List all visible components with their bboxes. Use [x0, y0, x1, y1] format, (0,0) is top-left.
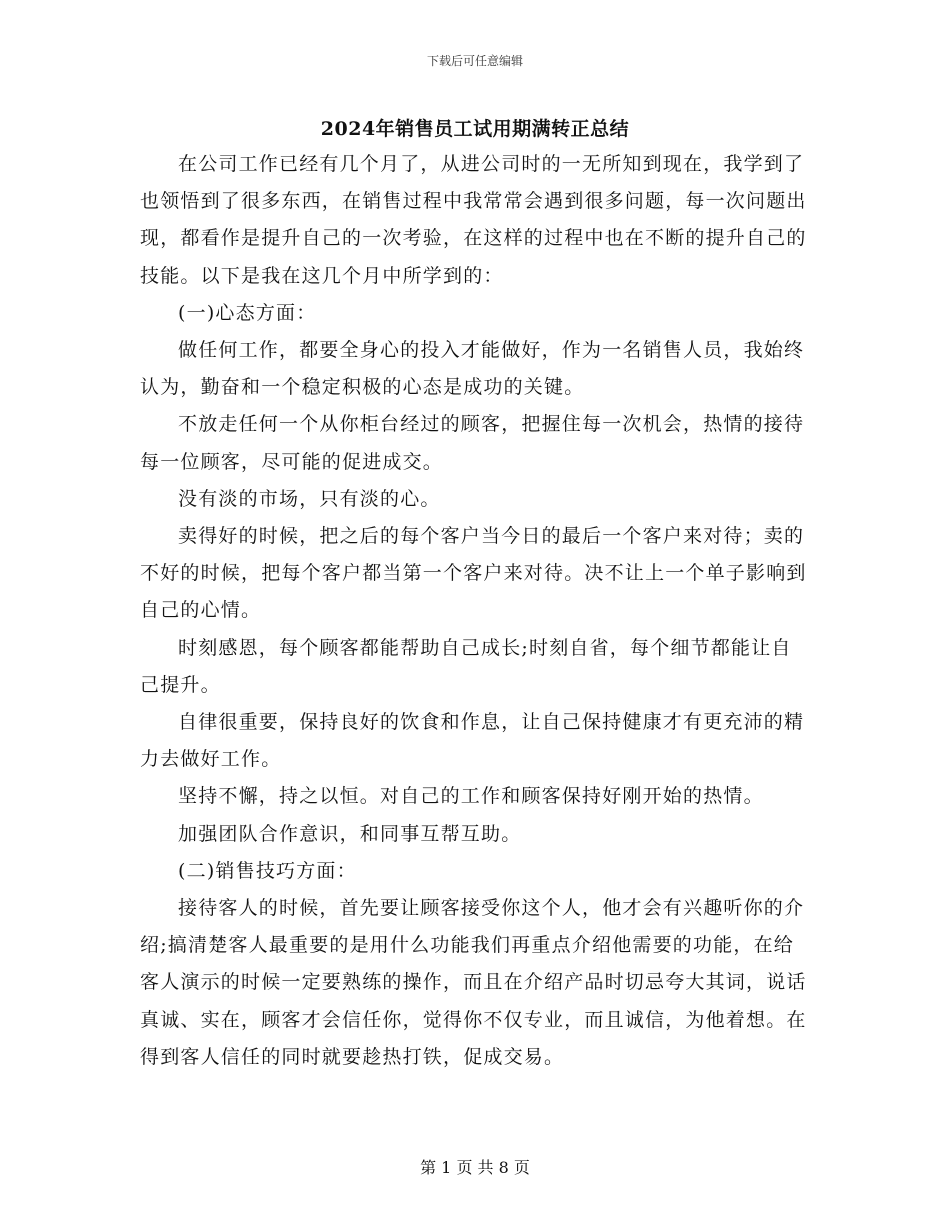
page-number-footer: 第 1 页 共 8 页	[420, 1158, 530, 1177]
paragraph: 不放走任何一个从你柜台经过的顾客，把握住每一次机会，热情的接待每一位顾客，尽可能的促进成交。	[140, 413, 805, 473]
document-title: 2024年销售员工试用期满转正总结	[320, 118, 630, 140]
paragraph: 坚持不懈，持之以恒。对自己的工作和顾客保持好刚开始的热情。	[178, 785, 764, 808]
paragraph: 自律很重要，保持良好的饮食和作息，让自己保持健康才有更充沛的精力去做好工作。	[140, 711, 805, 771]
section-heading-sales-skills: (二)销售技巧方面：	[178, 859, 357, 882]
paragraph: 没有淡的市场，只有淡的心。	[178, 487, 441, 510]
page-header-note: 下载后可任意编辑	[426, 54, 523, 68]
paragraph-intro: 在公司工作已经有几个月了，从进公司时的一无所知到现在，我学到了也领悟到了很多东西，在销售过程中我常常会遇到很多问题，每一次问题出现，都看作是提升自己的一次考验，在这样的过程中也在不断的提升自己的技能。以下是我在这几个月中所学到的：	[140, 153, 807, 287]
paragraph: 时刻感恩，每个顾客都能帮助自己成长;时刻自省，每个细节都能让自己提升。	[140, 636, 792, 696]
document-body	[140, 146, 810, 1076]
paragraph: 做任何工作，都要全身心的投入才能做好，作为一名销售人员，我始终认为，勤奋和一个稳定积极的心态是成功的关键。	[140, 339, 805, 399]
section-heading-mindset: (一)心态方面：	[178, 301, 317, 324]
paragraph: 加强团队合作意识，和同事互帮互助。	[178, 822, 522, 845]
paragraph: 卖得好的时候，把之后的每个客户当今日的最后一个客户来对待；卖的不好的时候，把每个客户都当第一个客户来对待。决不让上一个单子影响到自己的心情。	[140, 525, 807, 622]
paragraph: 接待客人的时候，首先要让顾客接受你这个人，他才会有兴趣听你的介绍;搞清楚客人最重要的是用什么功能我们再重点介绍他需要的功能，在给客人演示的时候一定要熟练的操作，而且在介绍产品时切忌夸大其词，说话真诚、实在，顾客才会信任你，觉得你不仅专业，而且诚信，为他着想。在得到客人信任的同时就要趁热打铁，促成交易。	[140, 897, 807, 1068]
